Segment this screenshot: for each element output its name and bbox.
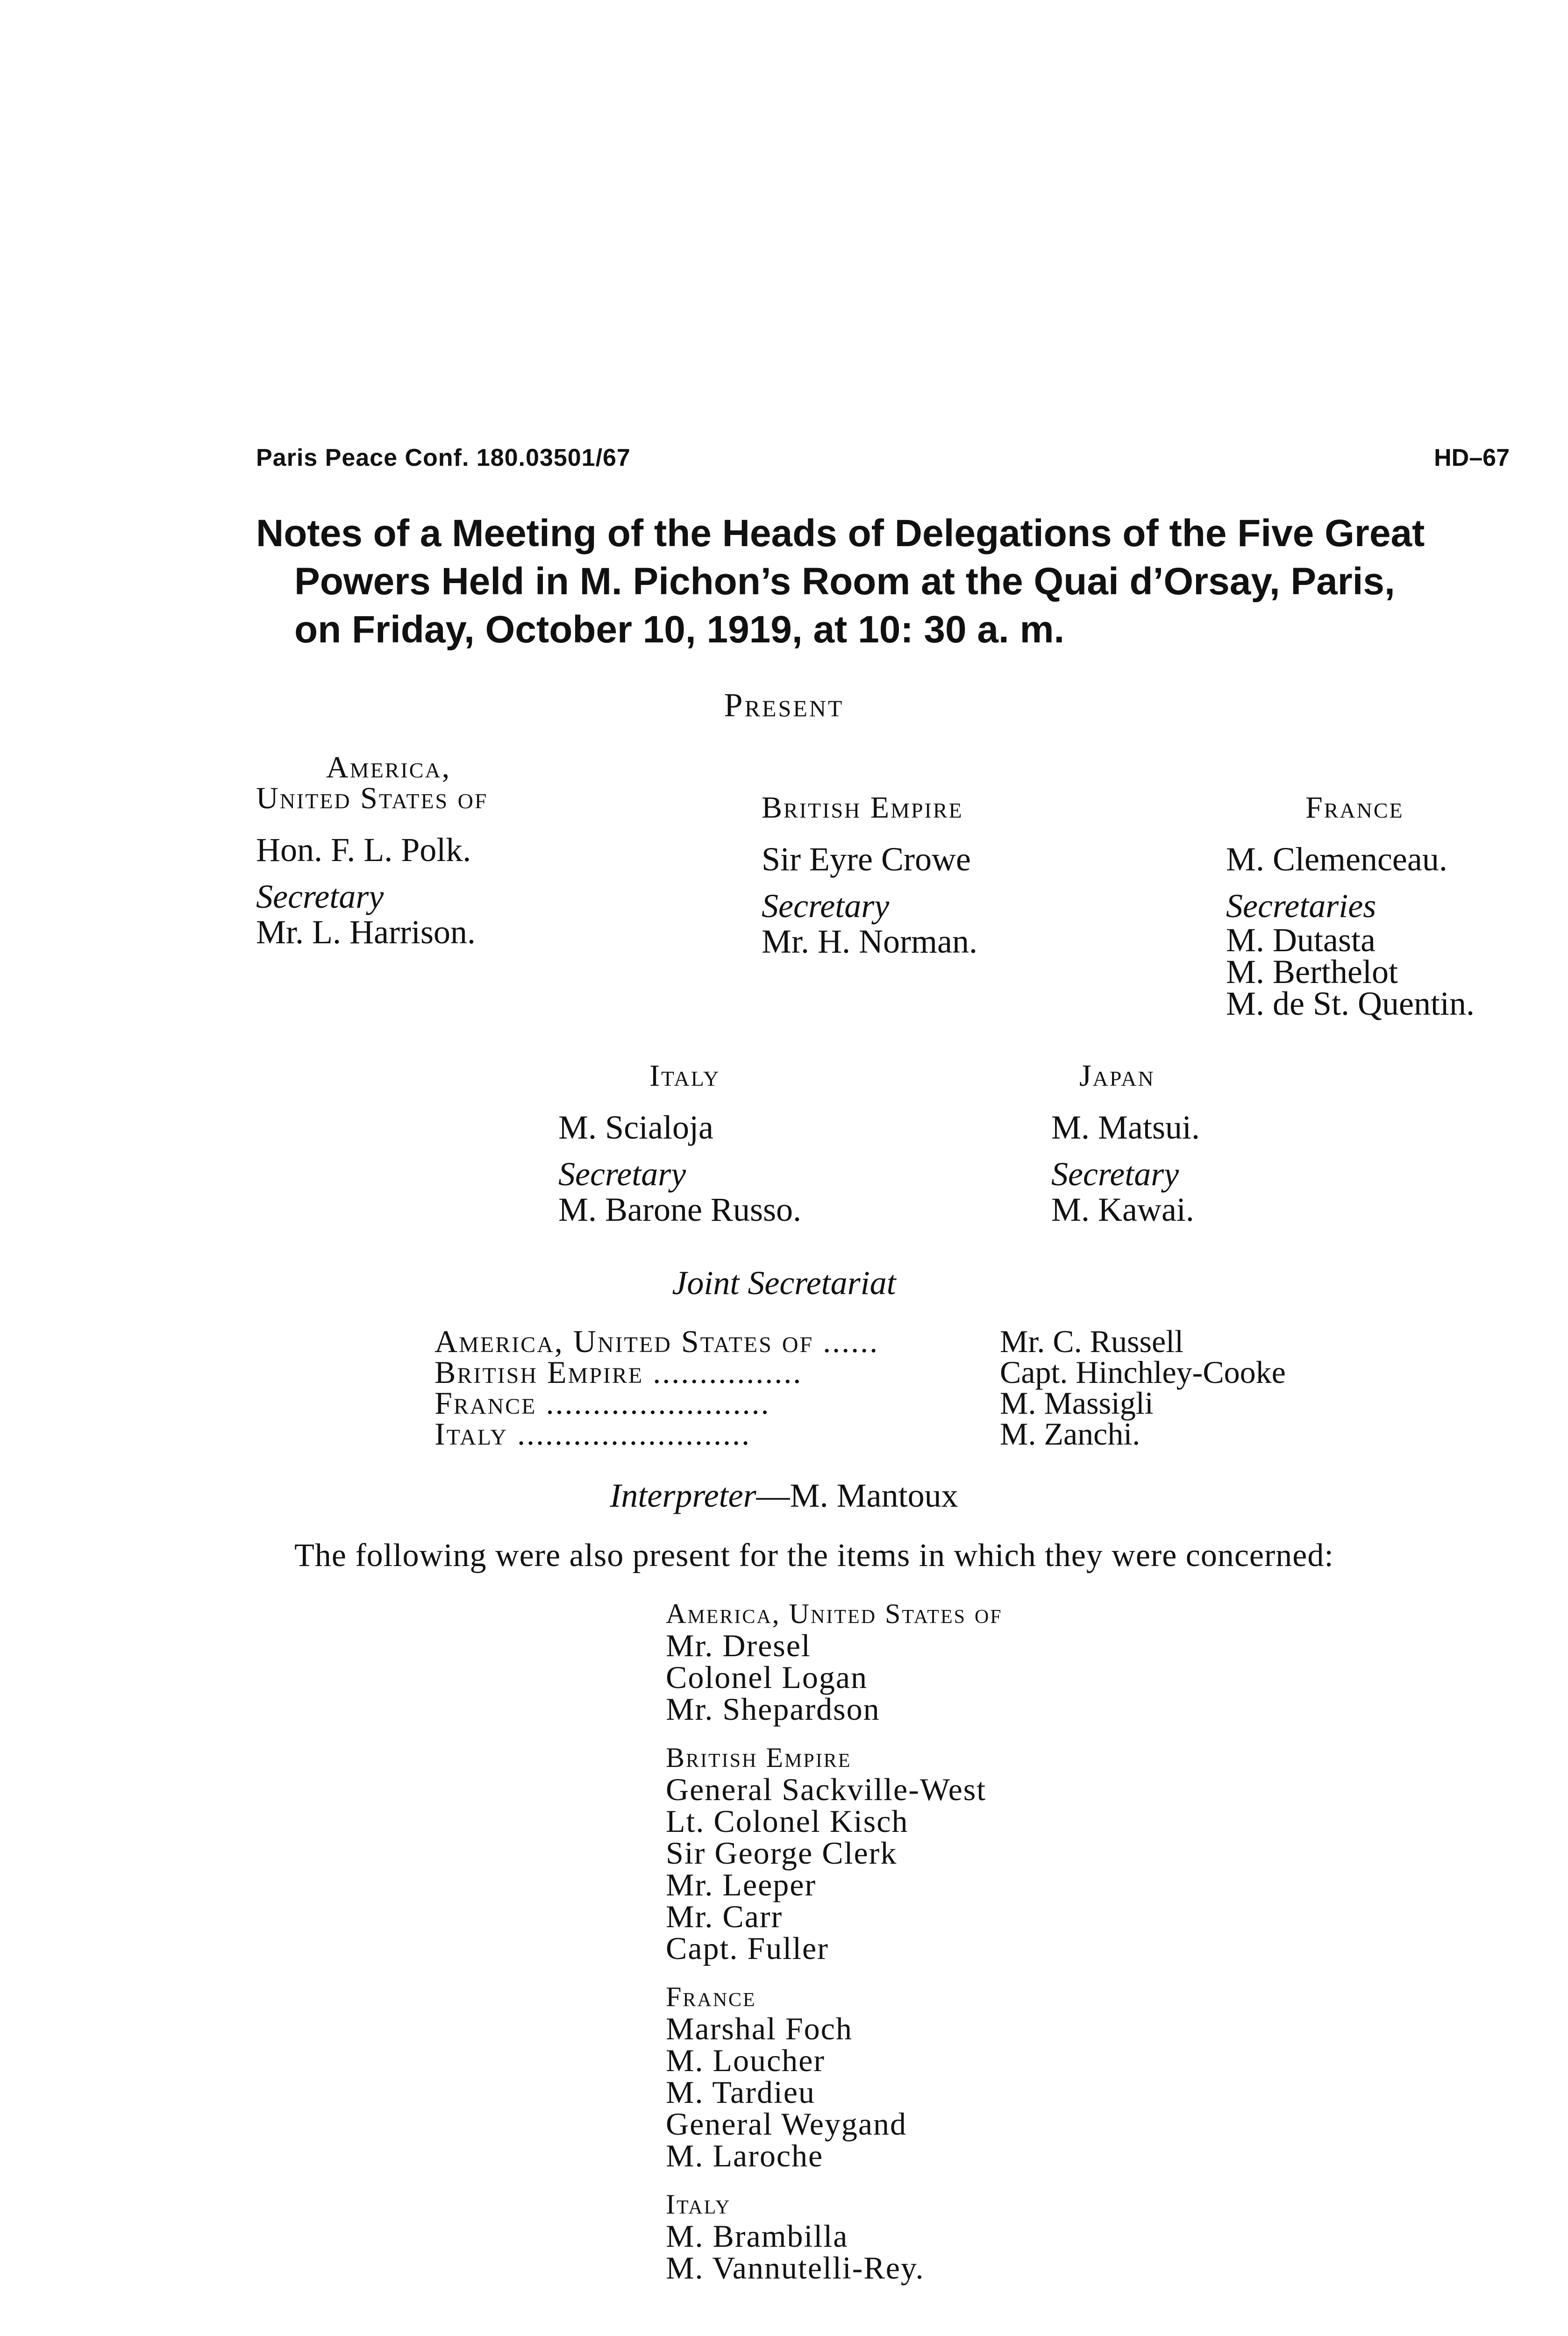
group-heading: America, United States of <box>666 1598 1003 1629</box>
page-title <box>256 509 1518 654</box>
row-label: Italy ......................... <box>435 1416 751 1452</box>
document-reference: Paris Peace Conf. 180.03501/67 <box>256 444 631 471</box>
delegation-japan <box>1051 1056 1200 1230</box>
british-heading: British Empire <box>762 791 963 825</box>
attendee: Capt. Fuller <box>666 1930 829 1966</box>
attendee: General Sackville-West <box>666 1772 987 1807</box>
joint-secretariat-row <box>435 1326 1369 1357</box>
title-line-1: Notes of a Meeting of the Heads of Delegations of the Five Great <box>256 512 1425 555</box>
france-heading: France <box>1305 791 1404 825</box>
attendee: Sir George Clerk <box>666 1835 898 1871</box>
france-secretary-label: Secretaries <box>1226 887 1376 925</box>
america-secretary: Mr. L. Harrison. <box>256 913 476 951</box>
america-member: Hon. F. L. Polk. <box>256 831 471 869</box>
japan-heading: Japan <box>1079 1059 1155 1093</box>
attendee: M. Brambilla <box>666 2218 848 2254</box>
italy-member: M. Scialoja <box>558 1109 713 1146</box>
interpreter-label: Interpreter <box>610 1477 756 1514</box>
japan-secretary: M. Kawai. <box>1051 1191 1194 1228</box>
france-secretary: M. Berthelot <box>1226 953 1398 990</box>
row-value: Capt. Hinchley-Cooke <box>1000 1354 1286 1390</box>
attendee: M. Loucher <box>666 2043 826 2078</box>
japan-member: M. Matsui. <box>1051 1109 1200 1146</box>
attendee: General Weygand <box>666 2106 907 2142</box>
row-value: Mr. C. Russell <box>1000 1324 1183 1359</box>
also-present-intro: The following were also present for the items in which they were concerned: <box>294 1538 1334 1574</box>
attendee: M. Laroche <box>666 2138 824 2173</box>
italy-secretary-label: Secretary <box>558 1155 686 1193</box>
also-present-list <box>666 1598 1003 2284</box>
joint-secretariat-row <box>435 1416 1369 1452</box>
joint-secretariat-heading: Joint Secretariat <box>672 1264 896 1302</box>
row-value: M. Massigli <box>1000 1385 1154 1421</box>
france-secretary: M. Dutasta <box>1226 921 1376 959</box>
british-member: Sir Eyre Crowe <box>762 840 971 878</box>
row-label: America, United States of ...... <box>435 1324 879 1359</box>
joint-secretariat-row <box>435 1354 1369 1390</box>
attendee: Mr. Shepardson <box>666 1691 880 1727</box>
delegation-america <box>256 748 488 952</box>
america-heading-line1: America, <box>326 750 451 784</box>
attendee: Marshal Foch <box>666 2011 853 2046</box>
france-member: M. Clemenceau. <box>1226 840 1447 878</box>
attendee: Colonel Logan <box>666 1659 868 1695</box>
british-secretary: Mr. H. Norman. <box>762 923 977 960</box>
joint-secretariat-row <box>435 1385 1369 1421</box>
attendee: Mr. Dresel <box>666 1628 811 1663</box>
row-label: British Empire ................ <box>435 1354 803 1390</box>
british-secretary-label: Secretary <box>762 887 890 925</box>
row-value: M. Zanchi. <box>1000 1416 1140 1452</box>
group-heading: Italy <box>666 2189 731 2220</box>
attendee: Mr. Leeper <box>666 1867 817 1902</box>
italy-secretary: M. Barone Russo. <box>558 1191 801 1228</box>
attendee: Lt. Colonel Kisch <box>666 1803 909 1839</box>
delegation-france <box>1226 788 1475 1022</box>
america-secretary-label: Secretary <box>256 878 384 915</box>
delegation-italy <box>558 1056 801 1230</box>
italy-heading: Italy <box>649 1059 720 1093</box>
title-line-2: Powers Held in M. Pichon’s Room at the Quai d’Orsay, Paris, <box>294 560 1395 603</box>
attendee: M. Tardieu <box>666 2074 815 2110</box>
present-heading: Present <box>724 686 844 724</box>
interpreter-line <box>0 1476 1568 1515</box>
attendee: Mr. Carr <box>666 1899 783 1934</box>
delegation-british-empire <box>762 788 977 961</box>
group-heading: France <box>666 1981 756 2012</box>
row-label: France ........................ <box>435 1385 770 1421</box>
america-heading-line2: United States of <box>256 781 488 815</box>
interpreter-name: —M. Mantoux <box>756 1477 958 1514</box>
document-code: HD–67 <box>1434 444 1510 471</box>
japan-secretary-label: Secretary <box>1051 1155 1179 1193</box>
group-heading: British Empire <box>666 1742 852 1773</box>
attendee: M. Vannutelli-Rey. <box>666 2250 925 2286</box>
title-line-3: on Friday, October 10, 1919, at 10: 30 a. m. <box>294 608 1065 651</box>
france-secretary: M. de St. Quentin. <box>1226 985 1475 1022</box>
